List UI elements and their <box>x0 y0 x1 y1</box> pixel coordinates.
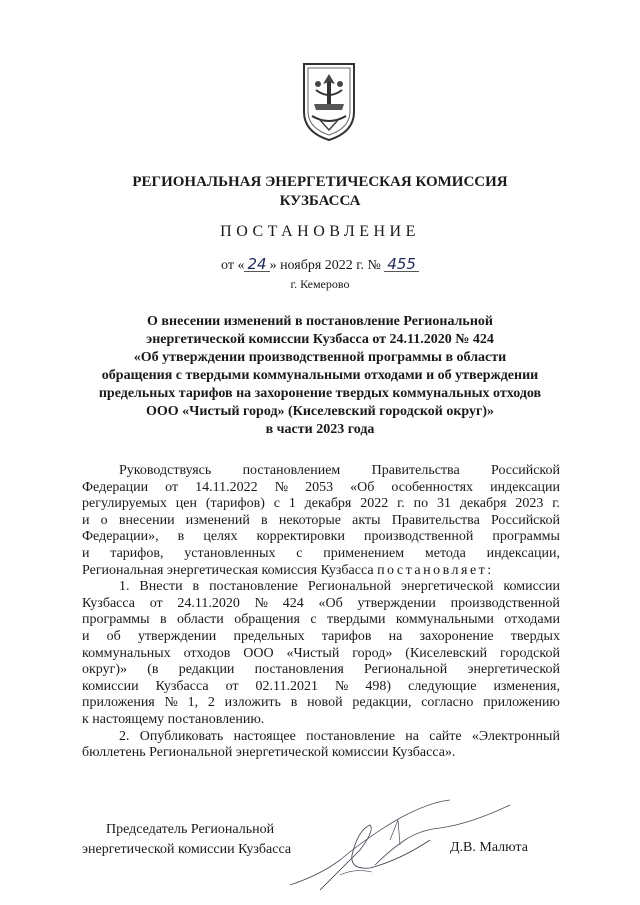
word: в <box>261 512 268 528</box>
word: твердыми <box>326 612 386 628</box>
word: и <box>82 628 90 644</box>
body-line <box>82 546 560 563</box>
body-text: бюллетень Региональной энергетической комиссии Кузбасса». <box>82 745 456 761</box>
word: приложения <box>82 695 155 711</box>
word: обращения <box>234 612 300 628</box>
word: комиссии <box>503 579 560 595</box>
word: 14.11.2022 <box>195 479 258 495</box>
body-line <box>82 563 560 580</box>
word: коммунальных <box>82 645 171 661</box>
word: городской <box>500 645 560 661</box>
word: 2 <box>207 695 215 711</box>
word: (в <box>147 662 159 678</box>
word: «Чистый <box>286 645 340 661</box>
word: тарифов <box>321 628 372 644</box>
word: в <box>177 529 185 545</box>
word: 02.11.2021 <box>255 678 319 694</box>
signatory-role-line2: энергетической комиссии Кузбасса <box>82 842 292 857</box>
word: № <box>164 695 178 711</box>
word: 2. <box>119 728 130 744</box>
paragraph-preamble <box>82 463 560 563</box>
word: настоящее <box>233 728 296 744</box>
organization-name-line2: КУЗБАССА <box>279 193 361 209</box>
body-line <box>82 712 560 729</box>
paragraph-item-2 <box>82 729 560 746</box>
word: Кузбасса <box>82 595 135 611</box>
word: Российской <box>491 463 560 478</box>
word: (Киселевский <box>405 645 488 661</box>
word: твердых <box>510 628 560 644</box>
word: № <box>335 678 349 694</box>
word: 2022 <box>360 496 389 512</box>
word: установленных <box>184 545 276 561</box>
word: на <box>388 628 403 644</box>
body-line <box>82 745 560 762</box>
body-line <box>82 646 560 663</box>
word: приложению <box>483 695 560 711</box>
signatory-name: Д.В. Малюта <box>450 840 528 855</box>
subject-line: обращения с твердыми коммунальными отходами и об утверждении <box>101 368 539 383</box>
word: ООО <box>243 645 274 661</box>
subject-line: предельных тарифов на захоронение твердых коммунальных отходов <box>98 386 542 401</box>
word: тарифов, <box>110 545 164 561</box>
coat-of-arms-emblem <box>298 60 360 144</box>
body-text: Региональная энергетическая комиссия Кузбасса <box>82 562 378 578</box>
word: метода <box>424 545 466 561</box>
word: 2023 <box>515 496 544 512</box>
word: Федерации», <box>82 529 159 545</box>
word: от <box>225 678 239 694</box>
word: энергетической <box>467 662 560 678</box>
document-subject <box>80 313 560 439</box>
handwritten-document-number: 455 <box>384 257 419 272</box>
word: декабря <box>304 496 352 512</box>
word: г. <box>397 496 405 512</box>
word: акты <box>352 512 381 528</box>
word: утверждении <box>357 595 436 611</box>
word: захоронение <box>419 628 494 644</box>
body-line <box>82 513 560 530</box>
word: 1. <box>119 579 130 595</box>
signatory-role-line1: Председатель Региональной <box>106 822 275 837</box>
word: отходами <box>504 612 560 628</box>
decree-word: постановляет: <box>377 562 494 578</box>
word: внесении <box>118 512 175 528</box>
word: энергетической <box>400 579 494 595</box>
word: (тарифов) <box>205 496 265 512</box>
body-line <box>82 463 560 480</box>
word: в <box>192 579 200 595</box>
body-line <box>82 579 560 596</box>
word: следующие <box>408 678 477 694</box>
word: с <box>296 545 303 561</box>
word: по <box>413 496 429 512</box>
word: применением <box>323 545 405 561</box>
word: 24.11.2020 <box>177 595 240 611</box>
word: регулируемых <box>82 496 167 512</box>
paragraph-item-1 <box>82 579 560 712</box>
word: Региональной <box>364 662 448 678</box>
word: Российской <box>490 512 560 528</box>
word: г. <box>552 496 560 512</box>
handwritten-day: 24 <box>244 257 269 272</box>
body-line <box>82 695 560 712</box>
word: индексации <box>490 479 560 495</box>
word: округ)» <box>82 662 128 678</box>
subject-line: в части 2023 года <box>265 422 375 437</box>
word: новой <box>307 695 343 711</box>
word: о <box>100 512 108 528</box>
body-text: к настоящему постановлению. <box>82 711 265 727</box>
word: производственной <box>364 529 474 545</box>
document-date-line <box>0 257 640 274</box>
word: постановления <box>254 662 344 678</box>
body-line <box>82 662 560 679</box>
document-type-title: ПОСТАНОВЛЕНИЕ <box>220 223 420 240</box>
word: области <box>176 612 224 628</box>
word: 2053 <box>305 479 334 495</box>
word: город» <box>352 645 393 661</box>
word: коммунальными <box>395 612 494 628</box>
subject-line: «Об утверждении производственной программы в области <box>133 350 507 365</box>
body-line <box>82 529 560 546</box>
word: декабря <box>459 496 507 512</box>
word: Правительства <box>391 512 480 528</box>
word: программы <box>82 612 150 628</box>
word: целях <box>203 529 238 545</box>
word: от <box>165 479 179 495</box>
word: и <box>82 545 90 561</box>
date-middle: » ноября 2022 г. № <box>269 258 381 273</box>
word: некоторые <box>278 512 341 528</box>
word: изменений <box>185 512 250 528</box>
subject-line: О внесении изменений в постановление Региональной <box>147 314 493 329</box>
document-body <box>82 463 560 762</box>
word: в <box>290 695 298 711</box>
word: с <box>310 612 317 628</box>
body-line <box>82 496 560 513</box>
word: «Электронный <box>471 728 560 744</box>
word: и <box>82 512 90 528</box>
word: Федерации <box>82 479 149 495</box>
word: отходов <box>183 645 231 661</box>
word: постановлением <box>242 463 341 478</box>
date-prefix: от « <box>221 258 245 273</box>
word: изложить <box>224 695 281 711</box>
word: «Об <box>318 595 343 611</box>
word: с <box>273 496 280 512</box>
word: об <box>106 628 121 644</box>
word: постановление <box>209 579 298 595</box>
body-line <box>82 596 560 613</box>
word: Внести <box>139 579 183 595</box>
word: редакции <box>178 662 235 678</box>
word: № <box>274 479 289 495</box>
word: постановление <box>306 728 395 744</box>
word: в <box>159 612 167 628</box>
word: комиссии <box>82 678 139 694</box>
word: Региональной <box>307 579 392 595</box>
word: Правительства <box>371 463 460 478</box>
body-line <box>82 612 560 629</box>
body-line <box>82 679 560 696</box>
word: 424 <box>282 595 304 611</box>
word: Кузбасса <box>155 678 209 694</box>
word: на <box>405 728 419 744</box>
word: 31 <box>436 496 451 512</box>
signatory-role <box>82 820 291 860</box>
word: программы <box>492 529 560 545</box>
word: индексации, <box>486 545 560 561</box>
word: сайте <box>429 728 462 744</box>
subject-line: ООО «Чистый город» (Киселевский городской округ)» <box>145 404 495 419</box>
word: предельных <box>233 628 305 644</box>
word: Руководствуясь <box>119 463 212 478</box>
word: 1 <box>288 496 296 512</box>
word: 1, <box>187 695 199 711</box>
word: корректировки <box>256 529 345 545</box>
word: 498) <box>365 678 392 694</box>
subject-line: энергетической комиссии Кузбасса от 24.11.2020 № 424 <box>146 332 494 347</box>
word: № <box>254 595 268 611</box>
word: «Об <box>350 479 375 495</box>
body-line <box>82 480 560 497</box>
word: изменения, <box>493 678 560 694</box>
city-label: г. Кемерово <box>290 277 350 291</box>
word: Опубликовать <box>139 728 224 744</box>
body-line <box>82 629 560 646</box>
organization-name-line1: РЕГИОНАЛЬНАЯ ЭНЕРГЕТИЧЕСКАЯ КОМИССИЯ <box>132 174 508 190</box>
word: от <box>149 595 163 611</box>
word: производственной <box>450 595 560 611</box>
word: утверждении <box>137 628 217 644</box>
word: особенностях <box>391 479 474 495</box>
word: редакции, <box>352 695 412 711</box>
word: цен <box>175 496 197 512</box>
word: согласно <box>421 695 474 711</box>
body-line <box>82 729 560 746</box>
